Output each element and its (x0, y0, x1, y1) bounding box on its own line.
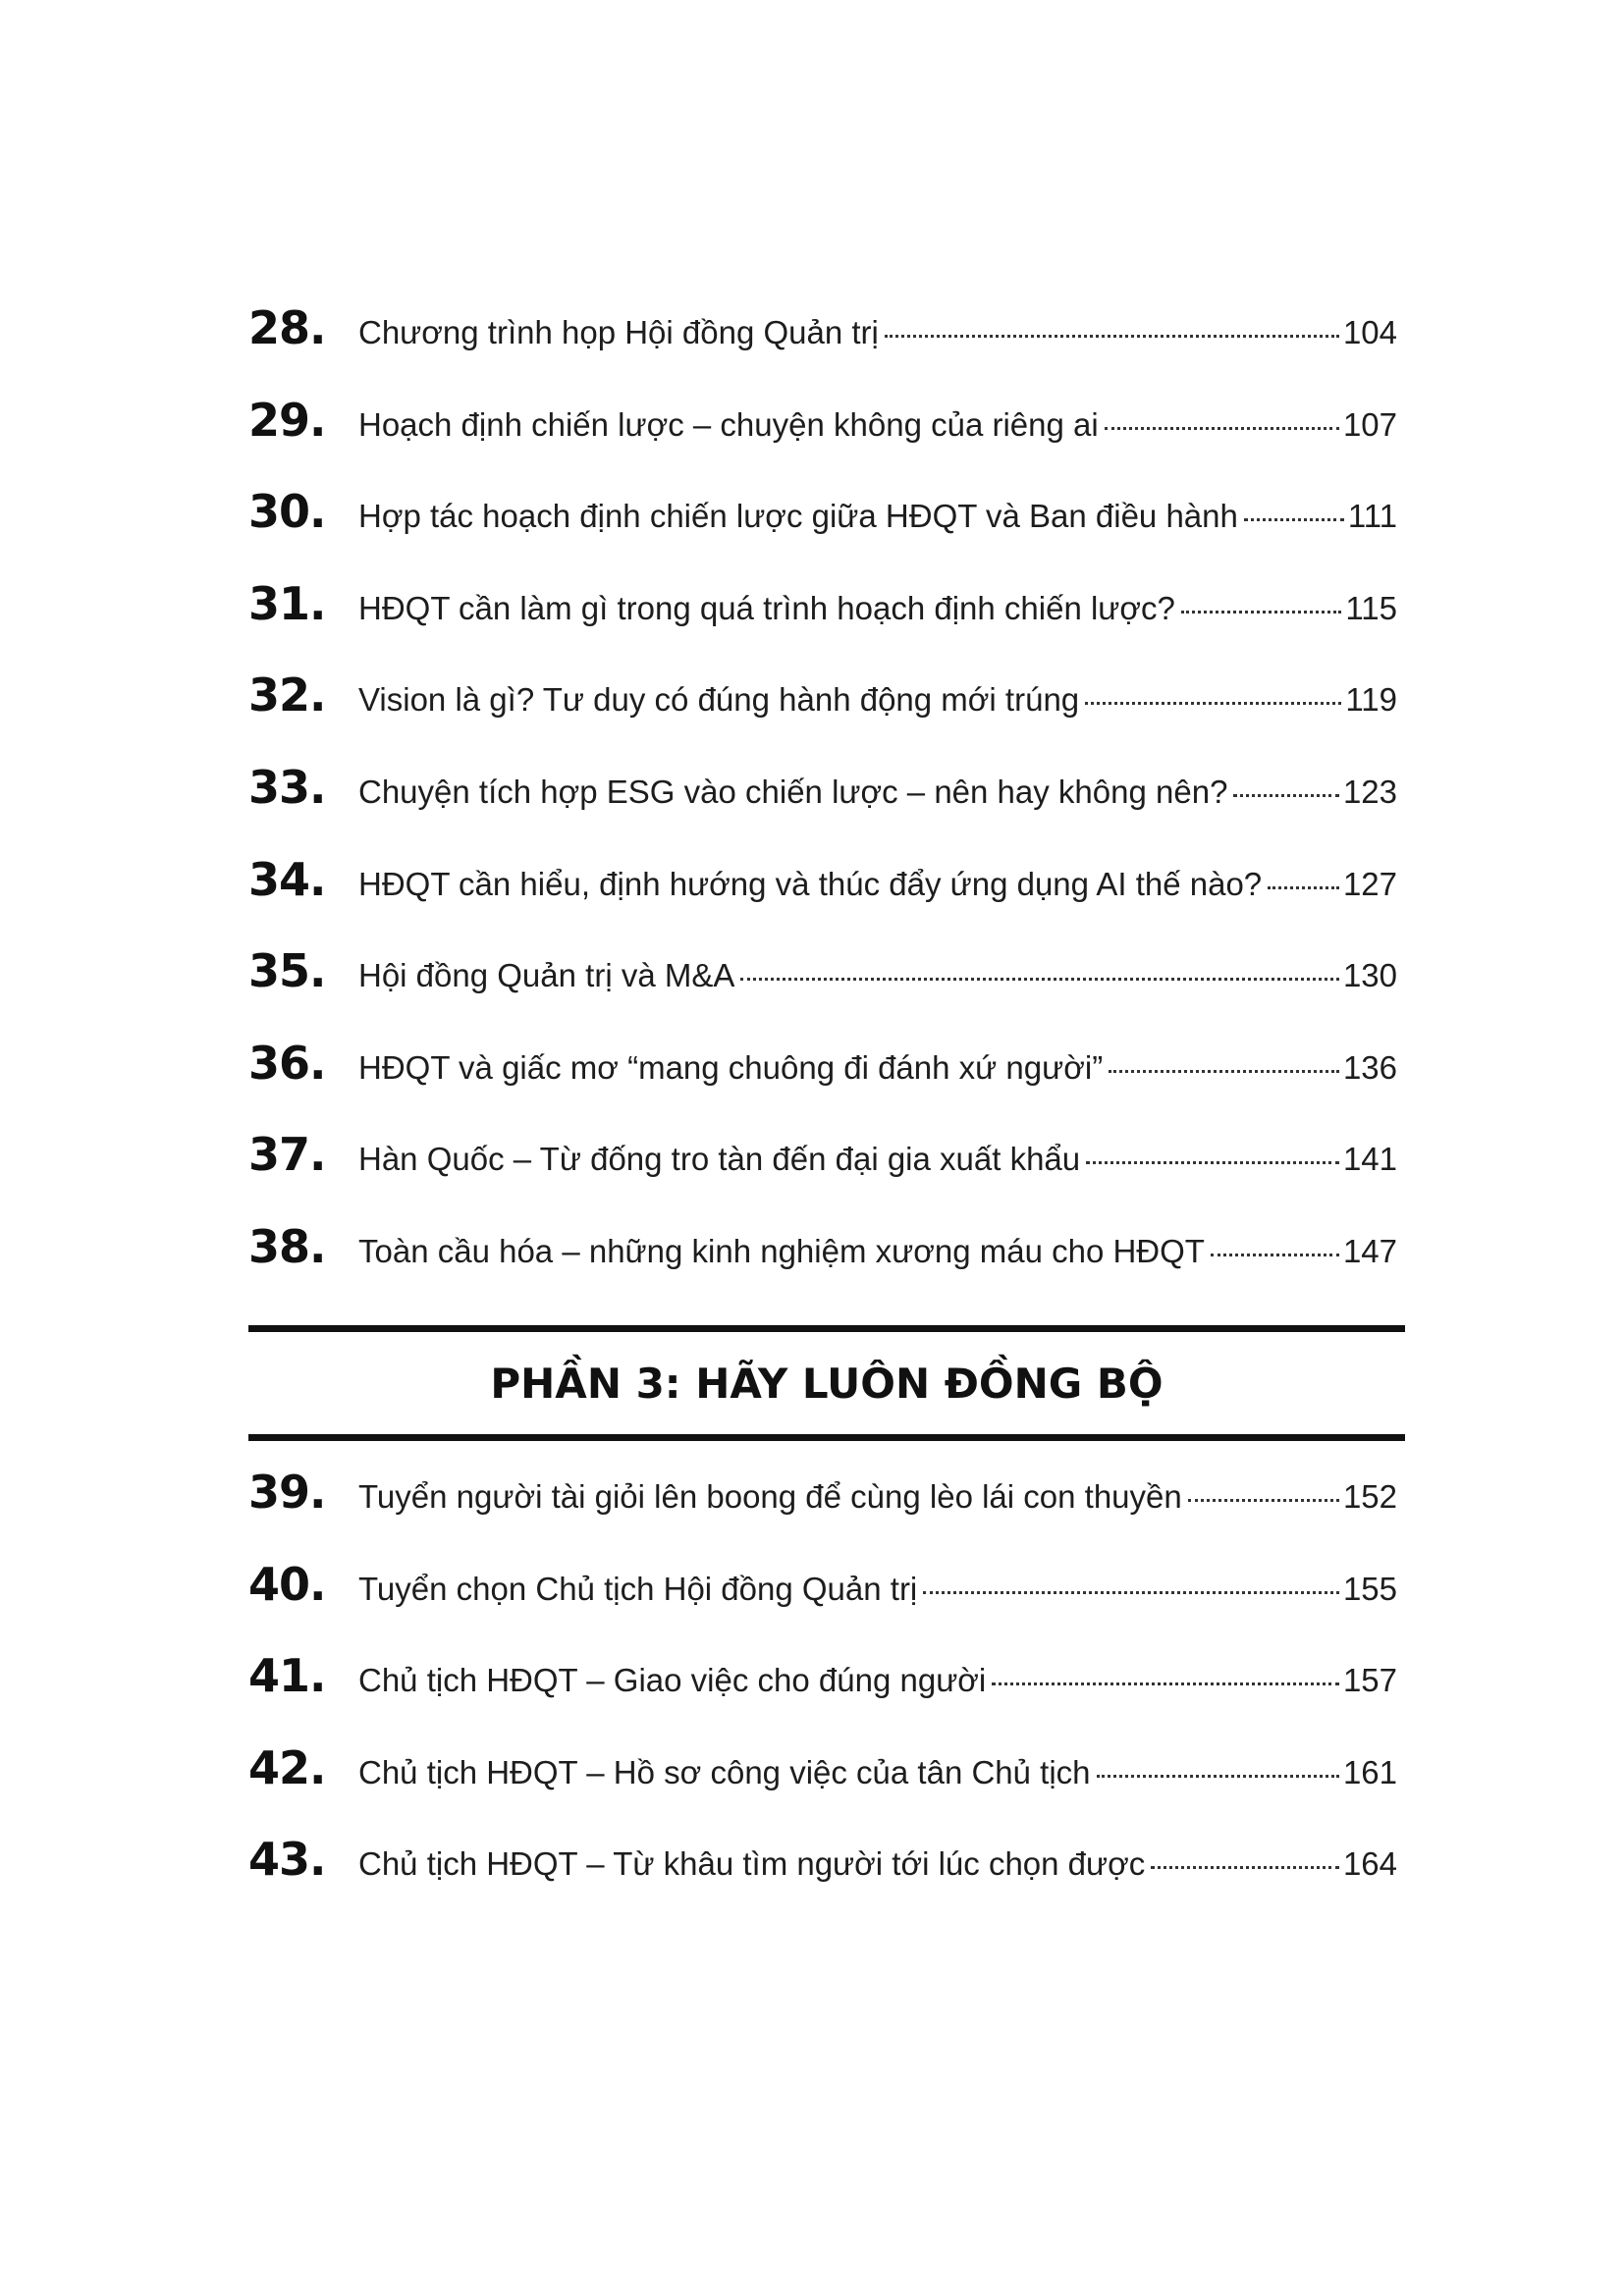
toc-entry-line (358, 492, 1397, 541)
toc-entry-title: Tuyển chọn Chủ tịch Hội đồng Quản trị (358, 1570, 918, 1607)
toc-entry-page-number: 115 (1345, 589, 1397, 626)
toc-entry-number: 28. (248, 301, 326, 354)
toc-entry-title: HĐQT cần hiểu, định hướng và thúc đẩy ứng dụng AI thế nào? (358, 865, 1263, 902)
toc-entry-page-number: 136 (1342, 1048, 1397, 1086)
toc-entry[interactable] (248, 1034, 1397, 1126)
dot-leader (1097, 1775, 1339, 1778)
toc-entry[interactable] (248, 1125, 1397, 1217)
toc-entry[interactable] (248, 298, 1397, 391)
toc-entry-line (358, 951, 1397, 1000)
toc-entry-number: 37. (248, 1128, 326, 1182)
dot-leader (1151, 1866, 1339, 1869)
toc-entry-line (358, 675, 1397, 724)
toc-entry-line (358, 1472, 1397, 1522)
toc-entry-title: Chủ tịch HĐQT – Hồ sơ công việc của tân Chủ tịch (358, 1753, 1091, 1790)
toc-entry-number: 41. (248, 1649, 326, 1703)
dot-leader (885, 335, 1339, 338)
toc-entry-title: Hội đồng Quản trị và M&A (358, 957, 735, 994)
toc-entry[interactable] (248, 1830, 1397, 1922)
toc-entry[interactable] (248, 482, 1397, 574)
toc-entry[interactable] (248, 574, 1397, 667)
section-title: PHẦN 3: HÃY LUÔN ĐỒNG BỘ (490, 1359, 1164, 1408)
toc-entry-title: Toàn cầu hóa – những kinh nghiệm xương máu cho HĐQT (358, 1232, 1205, 1269)
toc-entry-line (358, 1748, 1397, 1797)
toc-entry-number: 33. (248, 760, 326, 814)
dot-leader (1109, 1070, 1339, 1073)
dot-leader (1105, 427, 1339, 430)
toc-entry-title: HĐQT cần làm gì trong quá trình hoạch định chiến lược? (358, 589, 1175, 626)
dot-leader (1233, 794, 1339, 797)
toc-entry-line (358, 860, 1397, 909)
toc-entry-line (358, 584, 1397, 633)
toc-entry[interactable] (248, 1646, 1397, 1738)
toc-entry-number: 42. (248, 1740, 326, 1794)
toc-entry[interactable] (248, 850, 1397, 942)
toc-entry-page-number: 161 (1342, 1753, 1397, 1790)
toc-entry-title: Tuyển người tài giỏi lên boong để cùng lèo lái con thuyền (358, 1478, 1182, 1515)
section-header (248, 1325, 1405, 1441)
toc-entry-title: Vision là gì? Tư duy có đúng hành động mới trúng (358, 681, 1080, 719)
toc-entry-title: Chủ tịch HĐQT – Giao việc cho đúng người (358, 1662, 987, 1699)
toc-entry-line (358, 1135, 1397, 1184)
toc-entry-number: 40. (248, 1557, 326, 1611)
toc-entry-number: 32. (248, 668, 326, 722)
toc-entry-number: 39. (248, 1466, 326, 1519)
toc-entry-page-number: 130 (1342, 957, 1397, 994)
toc-entry-page-number: 119 (1345, 681, 1397, 719)
toc-entry-number: 43. (248, 1833, 326, 1887)
toc-entry[interactable] (248, 1217, 1397, 1309)
dot-leader (1085, 702, 1341, 705)
toc-entry[interactable] (248, 391, 1397, 483)
toc-entry-page-number: 164 (1342, 1845, 1397, 1883)
toc-entry-page-number: 111 (1347, 498, 1397, 535)
toc-entry-page-number: 152 (1342, 1478, 1397, 1515)
toc-entry-page-number: 107 (1342, 405, 1397, 443)
toc-entry-title: Chuyện tích hợp ESG vào chiến lược – nên hay không nên? (358, 773, 1228, 810)
toc-list-part-2 (248, 298, 1397, 1309)
toc-entry-title: HĐQT và giấc mơ “mang chuông đi đánh xứ người” (358, 1048, 1104, 1086)
toc-entry-title: Chủ tịch HĐQT – Từ khâu tìm người tới lúc chọn được (358, 1845, 1146, 1883)
toc-entry-line (358, 1043, 1397, 1093)
toc-entry-title: Chương trình họp Hội đồng Quản trị (358, 314, 879, 350)
toc-entry[interactable] (248, 1463, 1397, 1555)
toc-entry-number: 36. (248, 1036, 326, 1090)
toc-entry-number: 38. (248, 1219, 326, 1273)
dot-leader (1188, 1499, 1339, 1502)
toc-entry[interactable] (248, 666, 1397, 758)
dot-leader (1211, 1254, 1339, 1256)
toc-entry-title: Hàn Quốc – Từ đống tro tàn đến đại gia xuất khẩu (358, 1141, 1081, 1178)
toc-entry[interactable] (248, 1738, 1397, 1831)
toc-entry-title: Hợp tác hoạch định chiến lược giữa HĐQT và Ban điều hành (358, 498, 1238, 535)
toc-entry[interactable] (248, 941, 1397, 1034)
toc-entry-number: 31. (248, 576, 326, 630)
toc-entry-line (358, 1840, 1397, 1889)
toc-entry-line (358, 400, 1397, 450)
toc-entry-page-number: 147 (1342, 1232, 1397, 1269)
dot-leader (1268, 886, 1339, 889)
toc-entry[interactable] (248, 1555, 1397, 1647)
dot-leader (1244, 518, 1344, 521)
toc-entry[interactable] (248, 758, 1397, 850)
toc-entry-page-number: 127 (1342, 865, 1397, 902)
toc-entry-page-number: 141 (1342, 1141, 1397, 1178)
toc-entry-line (358, 1656, 1397, 1705)
toc-list-part-3 (248, 1463, 1397, 1922)
toc-entry-number: 34. (248, 852, 326, 906)
toc-entry-number: 35. (248, 944, 326, 998)
dot-leader (1086, 1161, 1339, 1164)
toc-entry-page-number: 123 (1342, 773, 1397, 810)
toc-entry-page-number: 157 (1342, 1662, 1397, 1699)
toc-entry-page-number: 155 (1342, 1570, 1397, 1607)
toc-entry-line (358, 1565, 1397, 1614)
dot-leader (992, 1682, 1339, 1685)
dot-leader (740, 978, 1339, 981)
toc-entry-line (358, 768, 1397, 817)
toc-entry-number: 30. (248, 485, 326, 539)
toc-entry-page-number: 104 (1342, 314, 1397, 350)
dot-leader (923, 1591, 1339, 1594)
toc-entry-line (358, 308, 1397, 357)
dot-leader (1181, 611, 1341, 614)
toc-entry-line (358, 1227, 1397, 1276)
toc-entry-title: Hoạch định chiến lược – chuyện không của riêng ai (358, 405, 1099, 443)
toc-entry-number: 29. (248, 393, 326, 447)
